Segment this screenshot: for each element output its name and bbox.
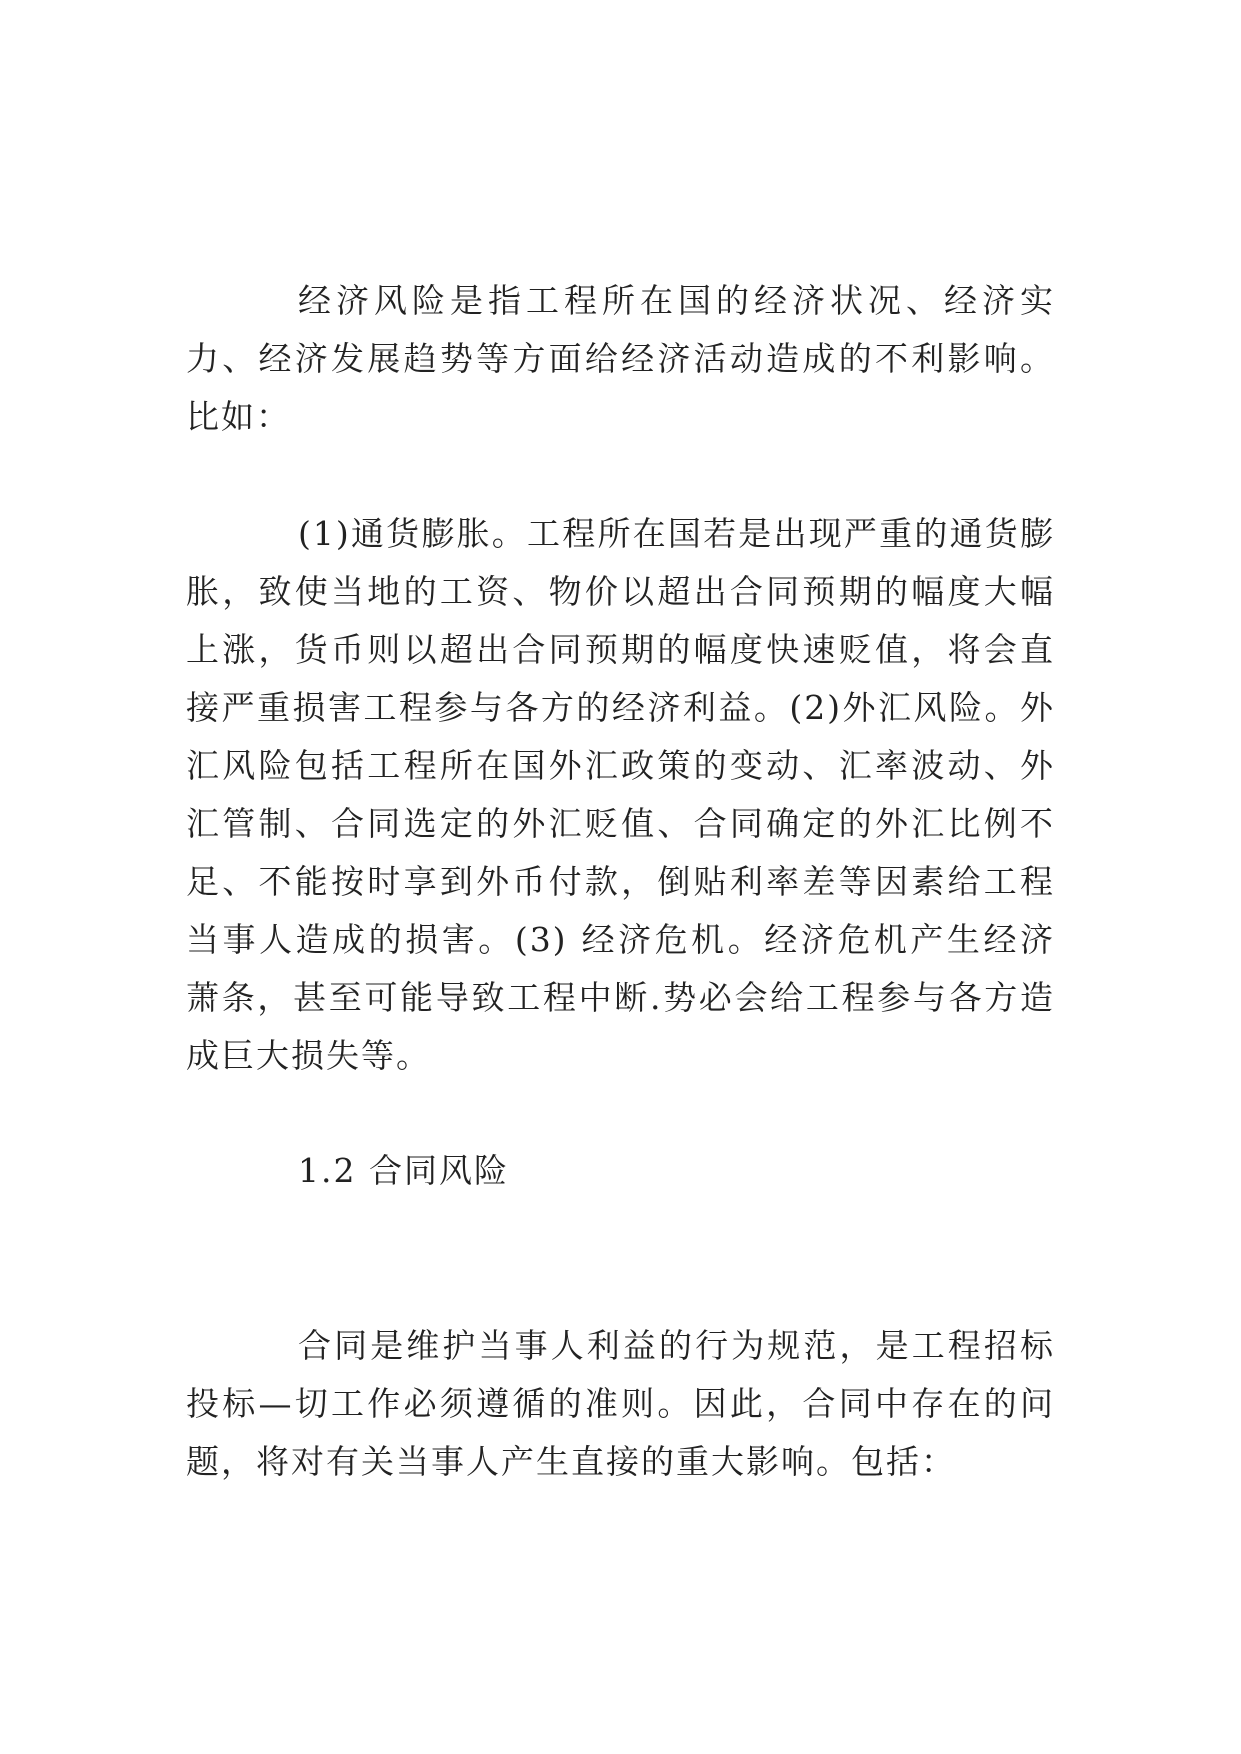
paragraph-contract-risk-intro: 合同是维护当事人利益的行为规范，是工程招标投标—切工作必须遵循的准则。因此，合同中存在的问题，将对有关当事人产生直接的重大影响。包括： — [186, 1326, 1055, 1481]
section-heading-contract-risk: 1.2 合同风险 — [298, 1151, 509, 1190]
paragraph-economic-risk-definition: 经济风险是指工程所在国的经济状况、经济实力、经济发展趋势等方面给经济活动造成的不利影响。比如： — [186, 281, 1055, 436]
paragraph-economic-risk-examples: (1)通货膨胀。工程所在国若是出现严重的通货膨胀，致使当地的工资、物价以超出合同预期的幅度大幅上涨，货币则以超出合同预期的幅度快速贬值，将会直接严重损害工程参与各方的经济利益。(2)外汇风险。外汇风险包括工程所在国外汇政策的变动、汇率波动、外汇管制、合同选定的外汇贬值、合同确定的外汇比例不足、不能按时享到外币付款，倒贴利率差等因素给工程当事人造成的损害。(3) 经济危机。经济危机产生经济萧条，甚至可能导致工程中断.势必会给工程参与各方造成巨大损失等。 — [186, 514, 1055, 1075]
